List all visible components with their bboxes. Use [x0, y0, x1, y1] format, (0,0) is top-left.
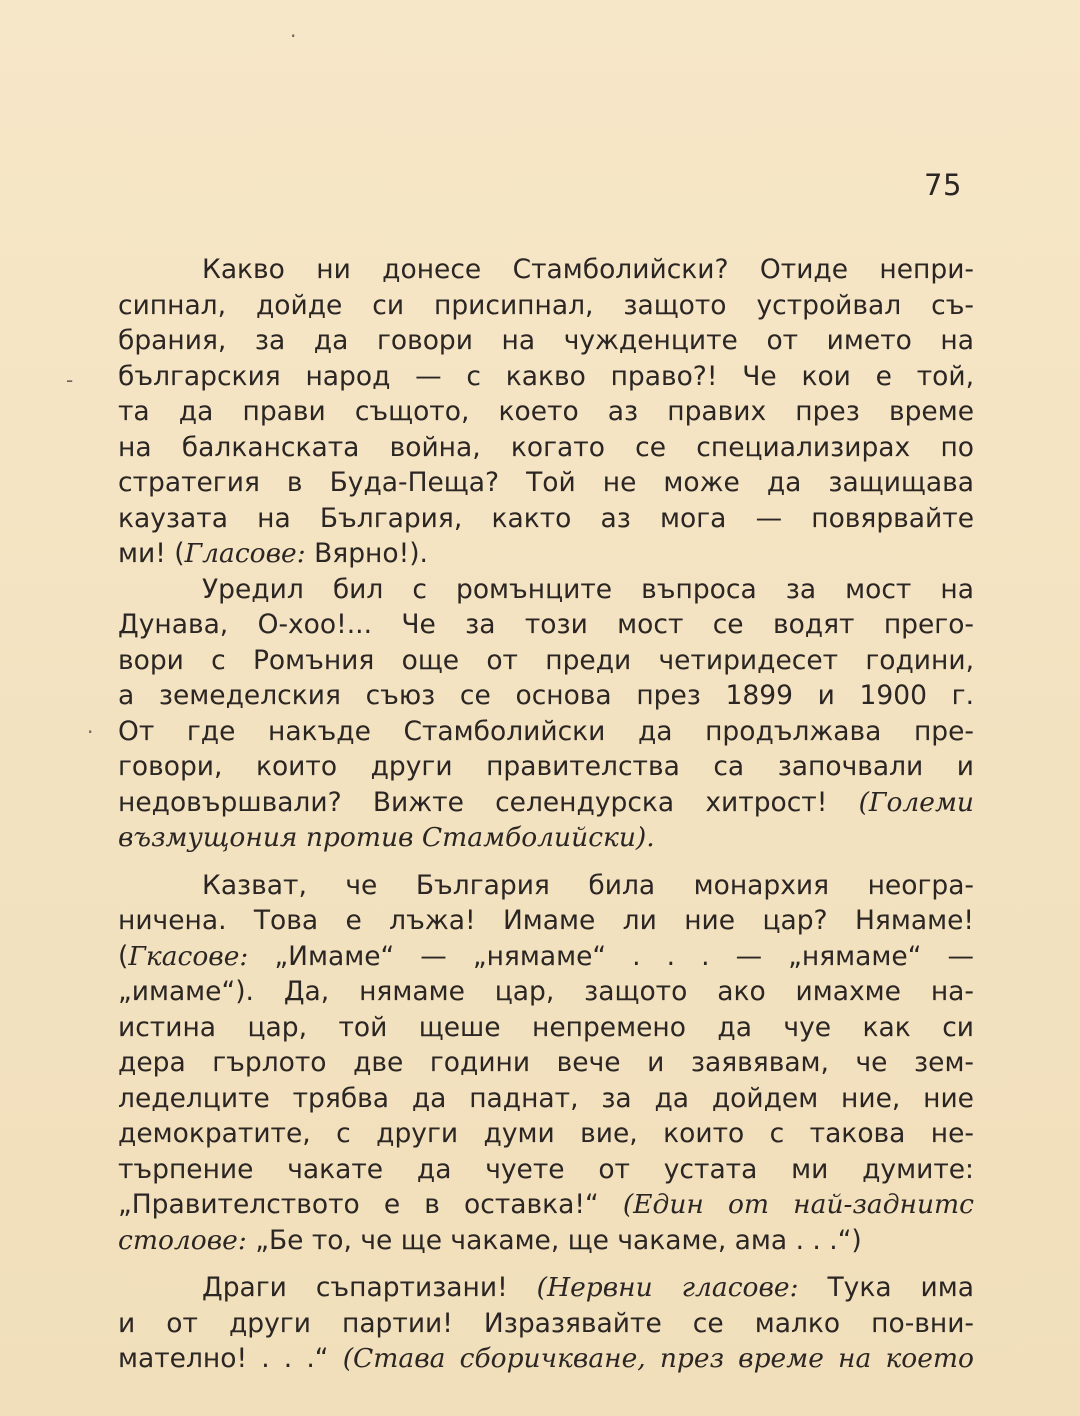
- page-speck: ·: [290, 24, 297, 48]
- text-line: каузата на България, както аз мога — повярвайте: [118, 502, 974, 534]
- text-line: сипнал, дойде си присипнал, защото устройвал съ-: [118, 289, 974, 321]
- text-line: възмущония против Стамболийски).: [118, 822, 655, 853]
- text-line: на балканската война, когато се специализирах по: [118, 431, 974, 463]
- text-line: столове: „Бе то, че ще чакаме, ще чакаме, ама . . .“): [118, 1224, 862, 1256]
- text-line: ми! (Гласове: Вярно!).: [118, 538, 428, 569]
- text-line: Драги съпартизани! (Нервни гласове: Тука има: [202, 1272, 974, 1303]
- text-line: Какво ни донесе Стамболийски? Отиде непри-: [202, 254, 974, 285]
- text-line: Дунава, О-хоо!... Че за този мост се водят прего-: [118, 609, 974, 640]
- text-line: ничена. Това е лъжа! Имаме ли ние цар? Нямаме!: [118, 905, 974, 936]
- text-line: и от други партии! Изразявайте се малко по-вни-: [118, 1307, 974, 1339]
- text-line: търпение чакате да чуете от устата ми думите:: [118, 1153, 974, 1185]
- text-line: Казват, че България била монархия неогра-: [202, 869, 974, 901]
- text-line: От где накъде Стамболийски да продължава пре-: [118, 715, 974, 747]
- text-line: истина цар, той щеше непремено да чуе как си: [118, 1011, 974, 1043]
- text-line: дера гърлото две години вече и заявявам, че зем-: [118, 1047, 974, 1078]
- text-line: вори с Ромъния още от преди четиридесет години,: [118, 644, 974, 676]
- page-speck: ·: [87, 720, 94, 744]
- text-line: „имаме“). Да, нямаме цар, защото ако имахме на-: [118, 976, 974, 1007]
- text-line: (Гкасове: „Имаме“ — „нямаме“ . . . — „нямаме“ —: [118, 940, 974, 972]
- text-line: недовършвали? Вижте селендурска хитрост! (Големи: [118, 786, 974, 818]
- page-text: [118, 252, 974, 1377]
- text-line: брания, за да говори на чужденците от името на: [118, 325, 974, 356]
- page-number: 75: [924, 168, 962, 202]
- text-line: демократите, с други думи вие, които с такова не-: [118, 1118, 974, 1149]
- page-speck: -: [66, 368, 74, 392]
- text-line: стратегия в Буда-Пеща? Той не може да защищава: [118, 467, 974, 498]
- text-line: леделците трябва да паднат, за да дойдем ние, ние: [118, 1082, 974, 1114]
- text-line: а земеделския съюз се основа през 1899 и 1900 г.: [118, 680, 974, 711]
- text-line: говори, които други правителства са започвали и: [118, 751, 974, 782]
- text-line: „Правителството е в оставка!“ (Един от най-заднитс: [118, 1189, 974, 1220]
- text-line: Уредил бил с ромънците въпроса за мост на: [202, 573, 974, 605]
- text-line: българския народ — с какво право?! Че кои е той,: [118, 360, 974, 392]
- text-line: мателно! . . .“ (Става сборичкване, през време на което: [118, 1343, 974, 1374]
- text-line: та да прави същото, което аз правих през време: [118, 396, 974, 427]
